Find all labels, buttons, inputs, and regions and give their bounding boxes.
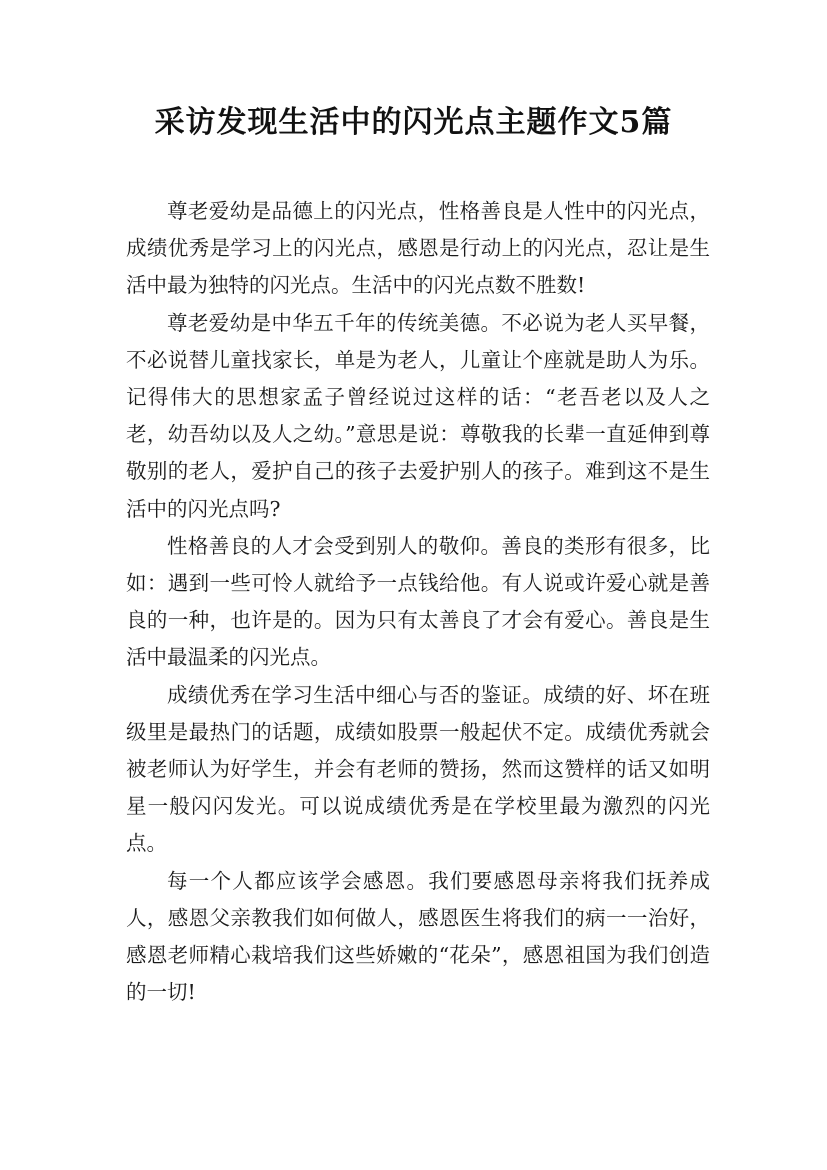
paragraph: 尊老爱幼是中华五千年的传统美德。不必说为老人买早餐，不必说替儿童找家长，单是为老人，儿童让个座就是助人为乐。记得伟大的思想家孟子曾经说过这样的话：“老吾老以及人之老，幼吾幼以及人之幼。”意思是说：尊敬我的长辈一直延伸到尊敬别的老人，爱护自己的孩子去爱护别人的孩子。难到这不是生活中的闪光点吗? <box>126 310 710 521</box>
paragraph: 性格善良的人才会受到别人的敬仰。善良的类形有很多，比如：遇到一些可怜人就给予一点钱给他。有人说或许爱心就是善良的一种，也许是的。因为只有太善良了才会有爱心。善良是生活中最温柔的闪光点。 <box>126 533 710 670</box>
document-title: 采访发现生活中的闪光点主题作文5篇 <box>154 105 673 140</box>
paragraph: 尊老爱幼是品德上的闪光点，性格善良是人性中的闪光点，成绩优秀是学习上的闪光点，感恩是行动上的闪光点，忍让是生活中最为独特的闪光点。生活中的闪光点数不胜数! <box>126 199 710 298</box>
paragraph: 成绩优秀在学习生活中细心与否的鉴证。成绩的好、坏在班级里是最热门的话题，成绩如股票一般起伏不定。成绩优秀就会被老师认为好学生，并会有老师的赞扬，然而这赞样的话又如明星一般闪闪发光。可以说成绩优秀是在学校里最为激烈的闪光点。 <box>126 682 710 856</box>
document-body <box>126 193 710 1011</box>
paragraph: 每一个人都应该学会感恩。我们要感恩母亲将我们抚养成人，感恩父亲教我们如何做人，感恩医生将我们的病一一治好，感恩老师精心栽培我们这些娇嫩的“花朵”，感恩祖国为我们创造的一切! <box>126 868 710 1005</box>
